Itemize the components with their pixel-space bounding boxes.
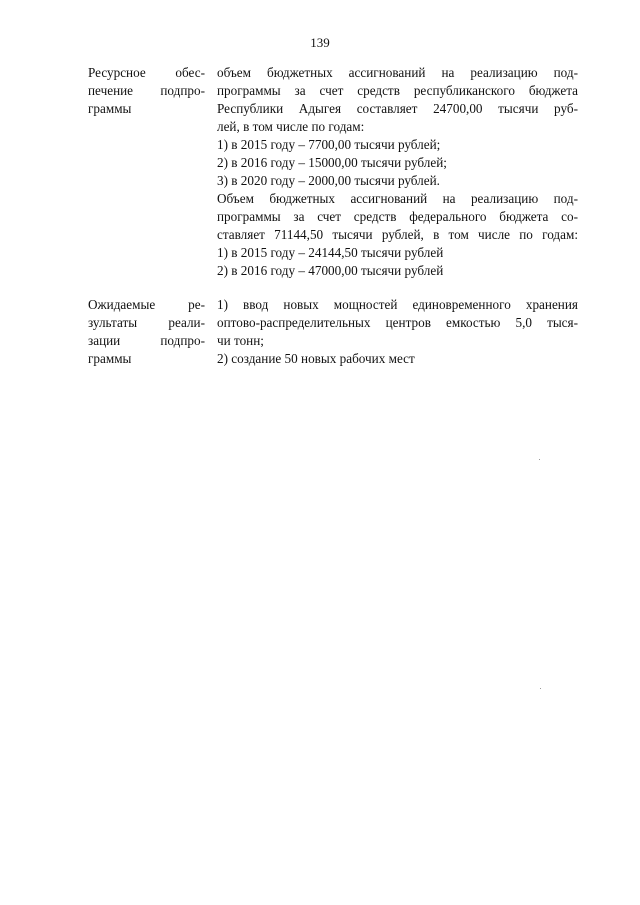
content-line: Объем бюджетных ассигнований на реализацию под- xyxy=(217,191,578,206)
content-line: ставляет 71144,50 тысячи рублей, в том числе по годам: xyxy=(217,227,578,242)
label-line: граммы xyxy=(88,101,132,116)
label-line: граммы xyxy=(88,351,132,366)
passport-table xyxy=(88,64,578,368)
content-line: 1) ввод новых мощностей единовременного хранения xyxy=(217,297,578,312)
content-line: объем бюджетных ассигнований на реализацию под- xyxy=(217,65,578,80)
content-line: 2) в 2016 году – 47000,00 тысячи рублей xyxy=(217,263,444,278)
content-line: программы за счет средств федерального бюджета со- xyxy=(217,209,578,224)
scan-artifact xyxy=(540,688,541,689)
content-line: программы за счет средств республиканского бюджета xyxy=(217,83,578,98)
content-line: чи тонн; xyxy=(217,333,264,348)
row-content xyxy=(217,296,578,368)
table-row-expected-results xyxy=(88,296,578,368)
content-line: 1) в 2015 году – 7700,00 тысячи рублей; xyxy=(217,137,441,152)
label-line: Ресурсное обес- xyxy=(88,65,205,80)
page-number: 139 xyxy=(310,35,330,50)
content-line: Республики Адыгея составляет 24700,00 тысячи руб- xyxy=(217,101,578,116)
content-line: 2) в 2016 году – 15000,00 тысячи рублей; xyxy=(217,155,447,170)
label-line: печение подпро- xyxy=(88,83,205,98)
label-line: зультаты реали- xyxy=(88,315,205,330)
row-label xyxy=(88,296,205,368)
content-line: лей, в том числе по годам: xyxy=(217,119,365,134)
content-line: 2) создание 50 новых рабочих мест xyxy=(217,351,415,366)
content-line: 1) в 2015 году – 24144,50 тысячи рублей xyxy=(217,245,444,260)
content-line: оптово-распределительных центров емкостью 5,0 тыся- xyxy=(217,315,578,330)
scan-artifact xyxy=(539,459,540,460)
table-row-resource-provision xyxy=(88,64,578,280)
content-line: 3) в 2020 году – 2000,00 тысячи рублей. xyxy=(217,173,440,188)
row-label xyxy=(88,64,205,118)
label-line: зации подпро- xyxy=(88,333,205,348)
label-line: Ожидаемые ре- xyxy=(88,297,205,312)
row-content xyxy=(217,64,578,280)
